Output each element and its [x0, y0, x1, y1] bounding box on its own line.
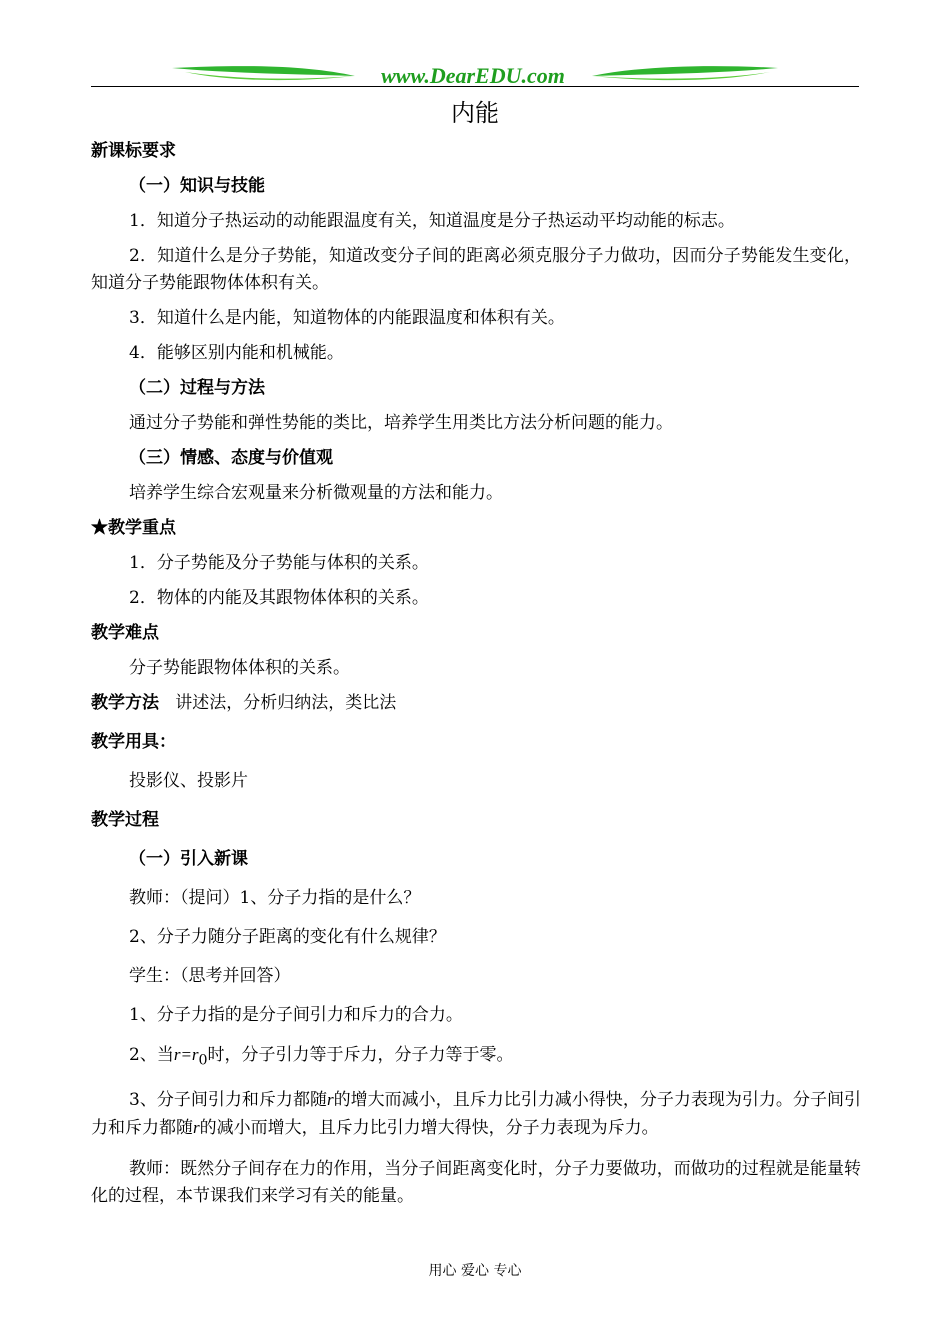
tools-text: 投影仪、投影片	[129, 771, 248, 791]
answer-2-prefix: 2、当	[129, 1045, 174, 1065]
difficulty-text: 分子势能跟物体体积的关系。	[129, 658, 350, 678]
document-body	[91, 138, 861, 1210]
answer-2	[91, 1041, 861, 1074]
tools-heading: 教学用具：	[91, 732, 176, 752]
difficulty-heading: 教学难点	[91, 623, 159, 643]
method-label: 教学方法	[91, 693, 159, 713]
key-points-heading: ★教学重点	[91, 518, 176, 538]
key-point-1: 1．分子势能及分子势能与体积的关系。	[129, 553, 429, 573]
answer-3-part-1: 3、分子间引力和斥力都随	[129, 1090, 327, 1111]
teacher-question-2: 2、分子力随分子距离的变化有什么规律？	[129, 927, 446, 947]
student-prompt: 学生：（思考并回答）	[129, 966, 291, 986]
answer-2-formula: r=r	[173, 1045, 199, 1064]
knowledge-item-1: 1．知道分子热运动的动能跟温度有关，知道温度是分子热运动平均动能的标志。	[129, 211, 735, 231]
method-line	[91, 690, 861, 717]
knowledge-heading: （一）知识与技能	[129, 176, 265, 196]
answer-2-suffix: 时，分子引力等于斥力，分子力等于零。	[207, 1045, 514, 1065]
process-method-text: 通过分子势能和弹性势能的类比，培养学生用类比方法分析问题的能力。	[129, 413, 673, 433]
emotion-text: 培养学生综合宏观量来分析微观量的方法和能力。	[129, 483, 503, 503]
teacher-question-1: 教师：（提问）1、分子力指的是什么？	[129, 888, 421, 908]
answer-1: 1、分子力指的是分子间引力和斥力的合力。	[129, 1005, 463, 1025]
answer-2-subscript: 0	[198, 1052, 208, 1069]
answer-3	[91, 1086, 861, 1142]
emotion-heading: （三）情感、态度与价值观	[129, 448, 333, 468]
answer-3-part-3: 的减小而增大，且斥力比引力增大得快，分子力表现为斥力。	[199, 1118, 659, 1139]
teacher-conclusion: 教师：既然分子间存在力的作用，当分子间距离变化时，分子力要做功，而做功的过程就是能量转化的过程，本节课我们来学习有关的能量。	[91, 1159, 861, 1207]
knowledge-item-2: 2．知道什么是分子势能，知道改变分子间的距离必须克服分子力做功，因而分子势能发生变化，知道分子势能跟物体体积有关。	[91, 246, 861, 293]
header-rule	[91, 86, 859, 87]
page-footer: 用心 爱心 专心	[428, 1263, 522, 1279]
standards-heading: 新课标要求	[91, 141, 176, 161]
answer-3-var-1: r	[326, 1090, 334, 1110]
intro-heading: （一）引入新课	[129, 849, 248, 869]
knowledge-item-3: 3．知道什么是内能，知道物体的内能跟温度和体积有关。	[129, 308, 565, 328]
answer-3-part-2: 的增大而减小，且斥力比引力减小得快，分子力表现为引力。分子间引力和斥力都随	[91, 1090, 861, 1139]
knowledge-item-4: 4．能够区别内能和机械能。	[129, 343, 344, 363]
key-point-2: 2．物体的内能及其跟物体体积的关系。	[129, 588, 429, 608]
right-swoosh	[592, 66, 778, 76]
method-text: 讲述法，分析归纳法，类比法	[175, 693, 397, 713]
process-heading: 教学过程	[91, 810, 159, 830]
site-logo-text: www.DearEDU.com	[381, 63, 565, 88]
answer-3-var-2: r	[193, 1118, 200, 1138]
document-title: 内能	[451, 99, 499, 127]
process-method-heading: （二）过程与方法	[129, 378, 265, 398]
